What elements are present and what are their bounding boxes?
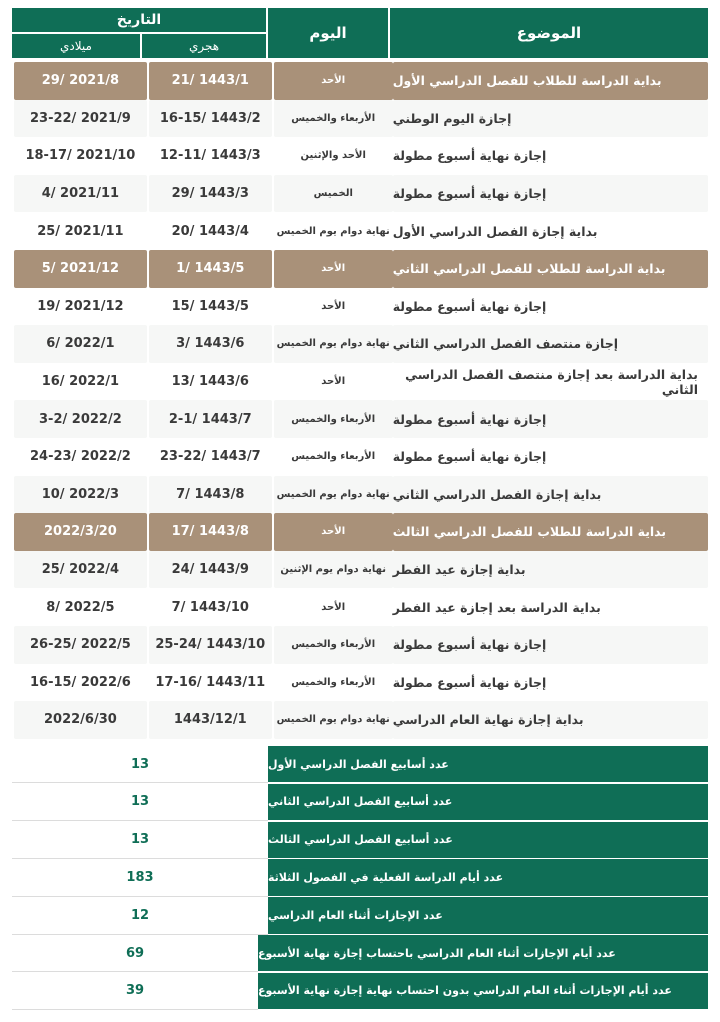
row-miladi-date: 24-23/ 2022/2 <box>14 438 147 476</box>
row-hijri-date: 15/ 1443/5 <box>149 288 272 326</box>
summary-row <box>12 822 708 859</box>
row-hijri-date: 29/ 1443/3 <box>149 175 272 213</box>
summary-value: 183 <box>12 859 268 896</box>
row-day: الأحد <box>274 513 393 551</box>
table-row <box>12 175 708 213</box>
row-subject: إجازة نهاية أسبوع مطولة <box>393 288 708 326</box>
summary-label: عدد أسابيع الفصل الدراسي الأول <box>268 746 708 783</box>
row-subject: بداية إجازة الفصل الدراسي الأول <box>393 212 708 250</box>
row-hijri-date: 21/ 1443/1 <box>149 62 272 100</box>
row-hijri-date: 17-16/ 1443/11 <box>149 664 272 702</box>
row-hijri-date: 24/ 1443/9 <box>149 551 272 589</box>
row-hijri-date: 20/ 1443/4 <box>149 212 272 250</box>
table-row <box>12 551 708 589</box>
row-day: نهاية دوام يوم الخميس <box>274 325 393 363</box>
row-subject: بداية الدراسة للطلاب للفصل الدراسي الثالث <box>393 513 708 551</box>
row-day: الأربعاء والخميس <box>274 438 393 476</box>
row-hijri-date: 7/ 1443/8 <box>149 476 272 514</box>
summary-value: 13 <box>12 784 268 821</box>
summary-row <box>12 746 708 783</box>
row-subject: بداية الدراسة للطلاب للفصل الدراسي الثاني <box>393 250 708 288</box>
table-row <box>12 626 708 664</box>
row-hijri-date: 2-1/ 1443/7 <box>149 400 272 438</box>
summary-label: عدد أسابيع الفصل الدراسي الثالث <box>268 822 708 859</box>
summary-rows <box>12 746 708 1010</box>
summary-row <box>12 784 708 821</box>
table-row <box>12 62 708 100</box>
row-day: نهاية دوام يوم الخميس <box>274 212 393 250</box>
row-miladi-date: 25/ 2022/4 <box>14 551 147 589</box>
summary-value: 13 <box>12 822 268 859</box>
row-miladi-date: 26-25/ 2022/5 <box>14 626 147 664</box>
row-miladi-date: 18-17/ 2021/10 <box>14 137 147 175</box>
row-miladi-date: 16/ 2022/1 <box>14 363 147 401</box>
summary-label: عدد أيام الإجازات أثناء العام الدراسي بدون احتساب نهاية إجازة نهاية الأسبوع <box>258 973 708 1010</box>
row-miladi-date: 5/ 2021/12 <box>14 250 147 288</box>
table-row <box>12 588 708 626</box>
row-subject: بداية الدراسة بعد إجازة منتصف الفصل الدراسي الثاني <box>393 363 708 401</box>
row-hijri-date: 1/ 1443/5 <box>149 250 272 288</box>
row-day: الأحد <box>274 62 393 100</box>
row-day: الأحد <box>274 363 393 401</box>
header-miladi: ميلادي <box>12 34 140 58</box>
summary-label: عدد الإجازات أثناء العام الدراسي <box>268 897 708 934</box>
row-subject: إجازة نهاية أسبوع مطولة <box>393 664 708 702</box>
table-row <box>12 513 708 551</box>
header-subject: الموضوع <box>390 8 708 58</box>
row-miladi-date: 19/ 2021/12 <box>14 288 147 326</box>
row-miladi-date: 16-15/ 2022/6 <box>14 664 147 702</box>
row-hijri-date: 7/ 1443/10 <box>149 588 272 626</box>
row-miladi-date: 6/ 2022/1 <box>14 325 147 363</box>
header-date: التاريخ <box>12 8 266 32</box>
summary-value: 12 <box>12 897 268 934</box>
header-hijri: هجري <box>142 34 266 58</box>
summary-label: عدد أيام الدراسة الفعلية في الفصول الثلاثة <box>268 859 708 896</box>
summary-value: 69 <box>12 935 258 972</box>
row-day: الأحد <box>274 288 393 326</box>
row-hijri-date: 17/ 1443/8 <box>149 513 272 551</box>
row-miladi-date: 2022/6/30 <box>14 701 147 739</box>
row-day: الأربعاء والخميس <box>274 664 393 702</box>
row-subject: إجازة نهاية أسبوع مطولة <box>393 438 708 476</box>
table-row <box>12 250 708 288</box>
row-day: الأحد والإثنين <box>274 137 393 175</box>
row-day: نهاية دوام يوم الخميس <box>274 476 393 514</box>
row-subject: بداية إجازة عيد الفطر <box>393 551 708 589</box>
row-miladi-date: 23-22/ 2021/9 <box>14 100 147 138</box>
row-hijri-date: 3/ 1443/6 <box>149 325 272 363</box>
row-miladi-date: 10/ 2022/3 <box>14 476 147 514</box>
row-hijri-date: 16-15/ 1443/2 <box>149 100 272 138</box>
row-subject: بداية إجازة الفصل الدراسي الثاني <box>393 476 708 514</box>
table-row <box>12 701 708 739</box>
row-subject: إجازة نهاية أسبوع مطولة <box>393 626 708 664</box>
header-day: اليوم <box>268 8 388 58</box>
row-day: الأربعاء والخميس <box>274 626 393 664</box>
table-row <box>12 288 708 326</box>
row-hijri-date: 13/ 1443/6 <box>149 363 272 401</box>
row-subject: بداية إجازة نهاية العام الدراسي <box>393 701 708 739</box>
row-subject: بداية الدراسة للطلاب للفصل الدراسي الأول <box>393 62 708 100</box>
summary-row <box>12 859 708 896</box>
table-header <box>12 8 708 58</box>
row-miladi-date: 29/ 2021/8 <box>14 62 147 100</box>
row-hijri-date: 23-22/ 1443/7 <box>149 438 272 476</box>
row-day: الأحد <box>274 588 393 626</box>
summary-value: 39 <box>12 973 258 1010</box>
row-subject: إجازة نهاية أسبوع مطولة <box>393 400 708 438</box>
row-miladi-date: 2022/3/20 <box>14 513 147 551</box>
table-row <box>12 212 708 250</box>
row-hijri-date: 1443/12/1 <box>149 701 272 739</box>
row-subject: إجازة نهاية أسبوع مطولة <box>393 137 708 175</box>
table-row <box>12 400 708 438</box>
row-day: الأحد <box>274 250 393 288</box>
table-row <box>12 363 708 401</box>
row-day: نهاية دوام يوم الخميس <box>274 701 393 739</box>
row-day: نهاية دوام يوم الإثنين <box>274 551 393 589</box>
row-day: الأربعاء والخميس <box>274 100 393 138</box>
summary-label: عدد أيام الإجازات أثناء العام الدراسي باحتساب إجازة نهاية الأسبوع <box>258 935 708 972</box>
table-row <box>12 325 708 363</box>
table-row <box>12 476 708 514</box>
table-row <box>12 664 708 702</box>
row-subject: إجازة منتصف الفصل الدراسي الثاني <box>393 325 708 363</box>
table-row <box>12 100 708 138</box>
row-miladi-date: 8/ 2022/5 <box>14 588 147 626</box>
row-day: الخميس <box>274 175 393 213</box>
row-subject: إجازة اليوم الوطني <box>393 100 708 138</box>
summary-row <box>12 935 708 972</box>
summary-value: 13 <box>12 746 268 783</box>
table-row <box>12 137 708 175</box>
row-hijri-date: 12-11/ 1443/3 <box>149 137 272 175</box>
row-day: الأربعاء والخميس <box>274 400 393 438</box>
row-miladi-date: 25/ 2021/11 <box>14 212 147 250</box>
row-hijri-date: 25-24/ 1443/10 <box>149 626 272 664</box>
row-subject: بداية الدراسة بعد إجازة عيد الفطر <box>393 588 708 626</box>
summary-row <box>12 897 708 934</box>
row-miladi-date: 3-2/ 2022/2 <box>14 400 147 438</box>
row-miladi-date: 4/ 2021/11 <box>14 175 147 213</box>
table-row <box>12 438 708 476</box>
calendar-rows <box>12 62 708 739</box>
row-subject: إجازة نهاية أسبوع مطولة <box>393 175 708 213</box>
summary-row <box>12 973 708 1010</box>
summary-label: عدد أسابيع الفصل الدراسي الثاني <box>268 784 708 821</box>
